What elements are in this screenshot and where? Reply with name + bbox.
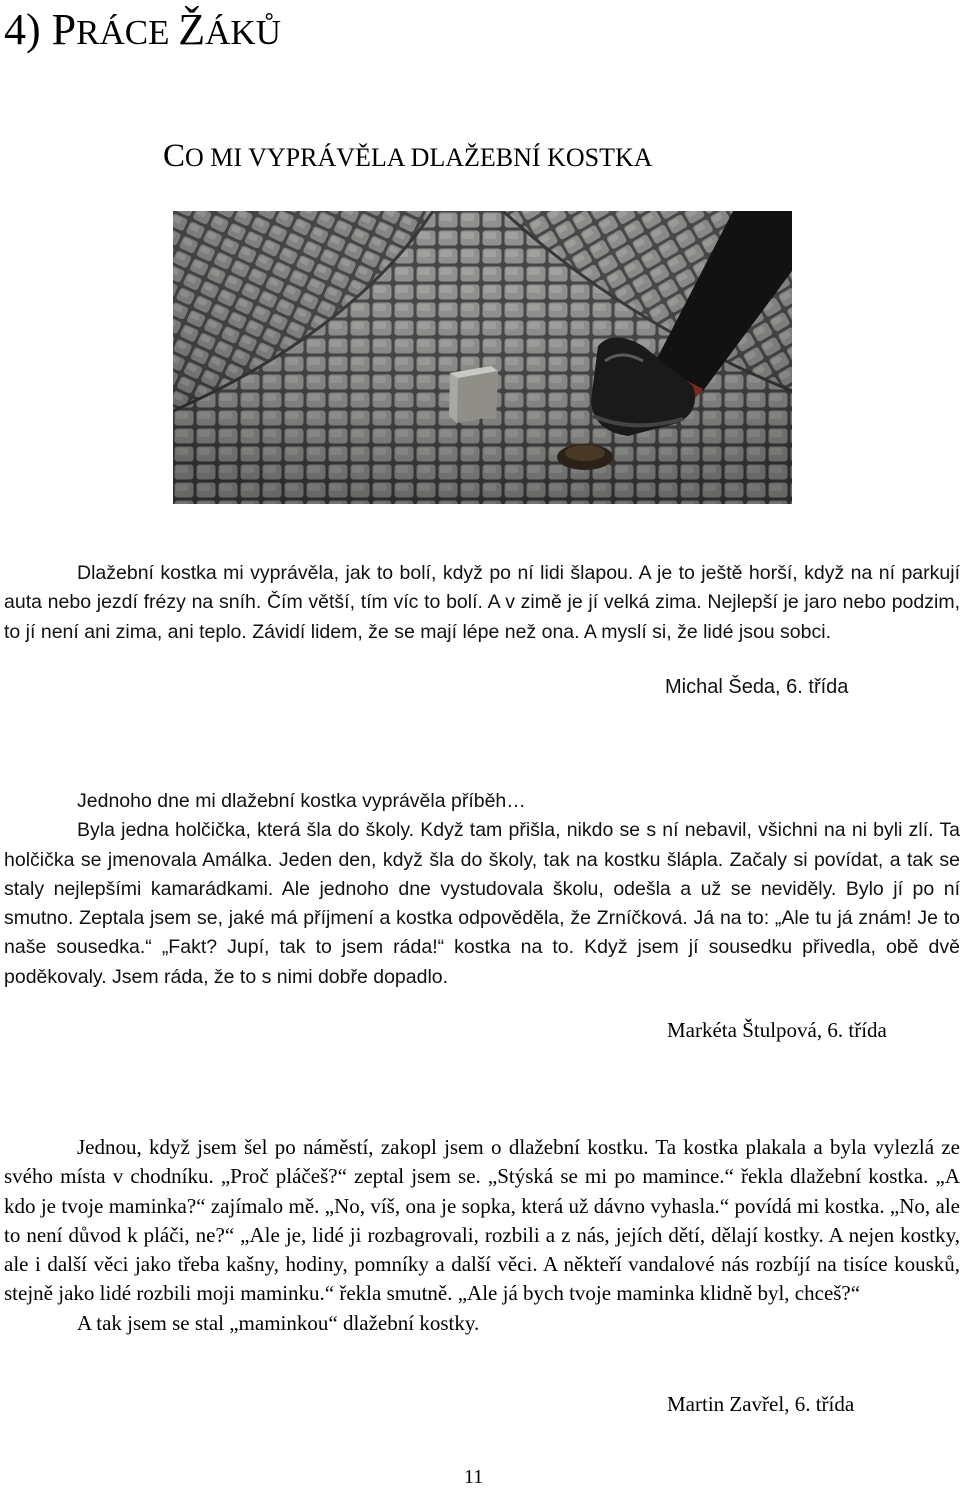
cobblestone-photo-icon (173, 211, 792, 504)
heading-initial-2: Ž (178, 5, 206, 54)
story-3-author: Martin Zavřel, 6. třída (667, 1392, 855, 1416)
story-2-text: Byla jedna holčička, která šla do školy. Když tam přišla, nikdo se s ní nebavil, všichni na ni byli zlí. Ta holčička se jmenovala Amálka. Jeden den, když šla do školy, tak na kostku šlápla. Začaly si povídat, a tak se staly nejlepšími kamarádkami. Ale jednoho dne vystudovala školu, odešla a už se neviděly. Bylo jí po ní smutno. Zeptala jsem se, jaké má příjmení a kostka odpověděla, že Zrníčková. Já na to: „Ale tu já znám! Je to naše sousedka.“ „Fakt? Jupí, tak to jsem ráda!“ kostka na to. Když jsem jí sousedku přivedla, obě dvě poděkovaly. Jsem ráda, že to s nimi dobře dopadlo. (4, 819, 960, 988)
page-number: 11 (464, 1466, 484, 1488)
story-1-text: Dlažební kostka mi vyprávěla, jak to bolí, když po ní lidi šlapou. A je to ještě horší, když na ní parkují auta nebo jezdí frézy na sníh. Čím větší, tím víc to bolí. A v zimě je jí velká zima. Nejlepší je jaro nebo podzim, to jí není ani zima, ani teplo. Závidí lidem, že se mají lépe než ona. A myslí si, že lidé jsou sobci. (4, 562, 960, 643)
story-1 (4, 559, 960, 647)
heading-rest-2: ÁKŮ (205, 13, 281, 52)
story-2-author: Markéta Štulpová, 6. třída (667, 1018, 887, 1042)
story-2-intro: Jednoho dne mi dlažební kostka vyprávěla příběh… (77, 790, 526, 812)
story-1-author: Michal Šeda, 6. třída (665, 676, 849, 698)
heading-initial: P (51, 5, 77, 54)
title-initial: C (163, 138, 186, 174)
story-3 (4, 1133, 960, 1338)
cobblestone-photo (173, 211, 792, 504)
heading-number: 4) (4, 5, 41, 54)
section-heading (4, 0, 281, 63)
story-3-text: Jednou, když jsem šel po náměstí, zakopl jsem o dlažební kostku. Ta kostka plakala a byla vylezlá ze svého místa v chodníku. „Proč pláčeš?“ zeptal jsem se. „Stýská se mi po mamince.“ řekla dlažební kostka. „A kdo je tvoje maminka?“ zajímalo mě. „No, víš, ona je sopka, která už dávno vyhasla.“ povídá mi kostka. „No, ale to není důvod k pláči, ne?“ „Ale je, lidé ji rozbagrovali, rozbili a z nás, jejích dětí, dělají kostky. A nejen kostky, ale i další věci jako třeba kašny, hodiny, pomníky a další věci. A někteří vandalové nás rozbíjí na tisíce kousků, stejně jako lidé rozbili moji maminku.“ řekla smutně. „Ale já bych tvoje maminka klidně byl, chceš?“ (4, 1135, 960, 1306)
story-3-closing: A tak jsem se stal „maminkou“ dlažební kostky. (77, 1310, 480, 1335)
story-2 (4, 787, 960, 992)
title-rest: O MI VYPRÁVĚLA DLAŽEBNÍ KOSTKA (185, 143, 653, 172)
article-title (163, 132, 653, 182)
heading-rest: RÁCE (76, 13, 179, 52)
